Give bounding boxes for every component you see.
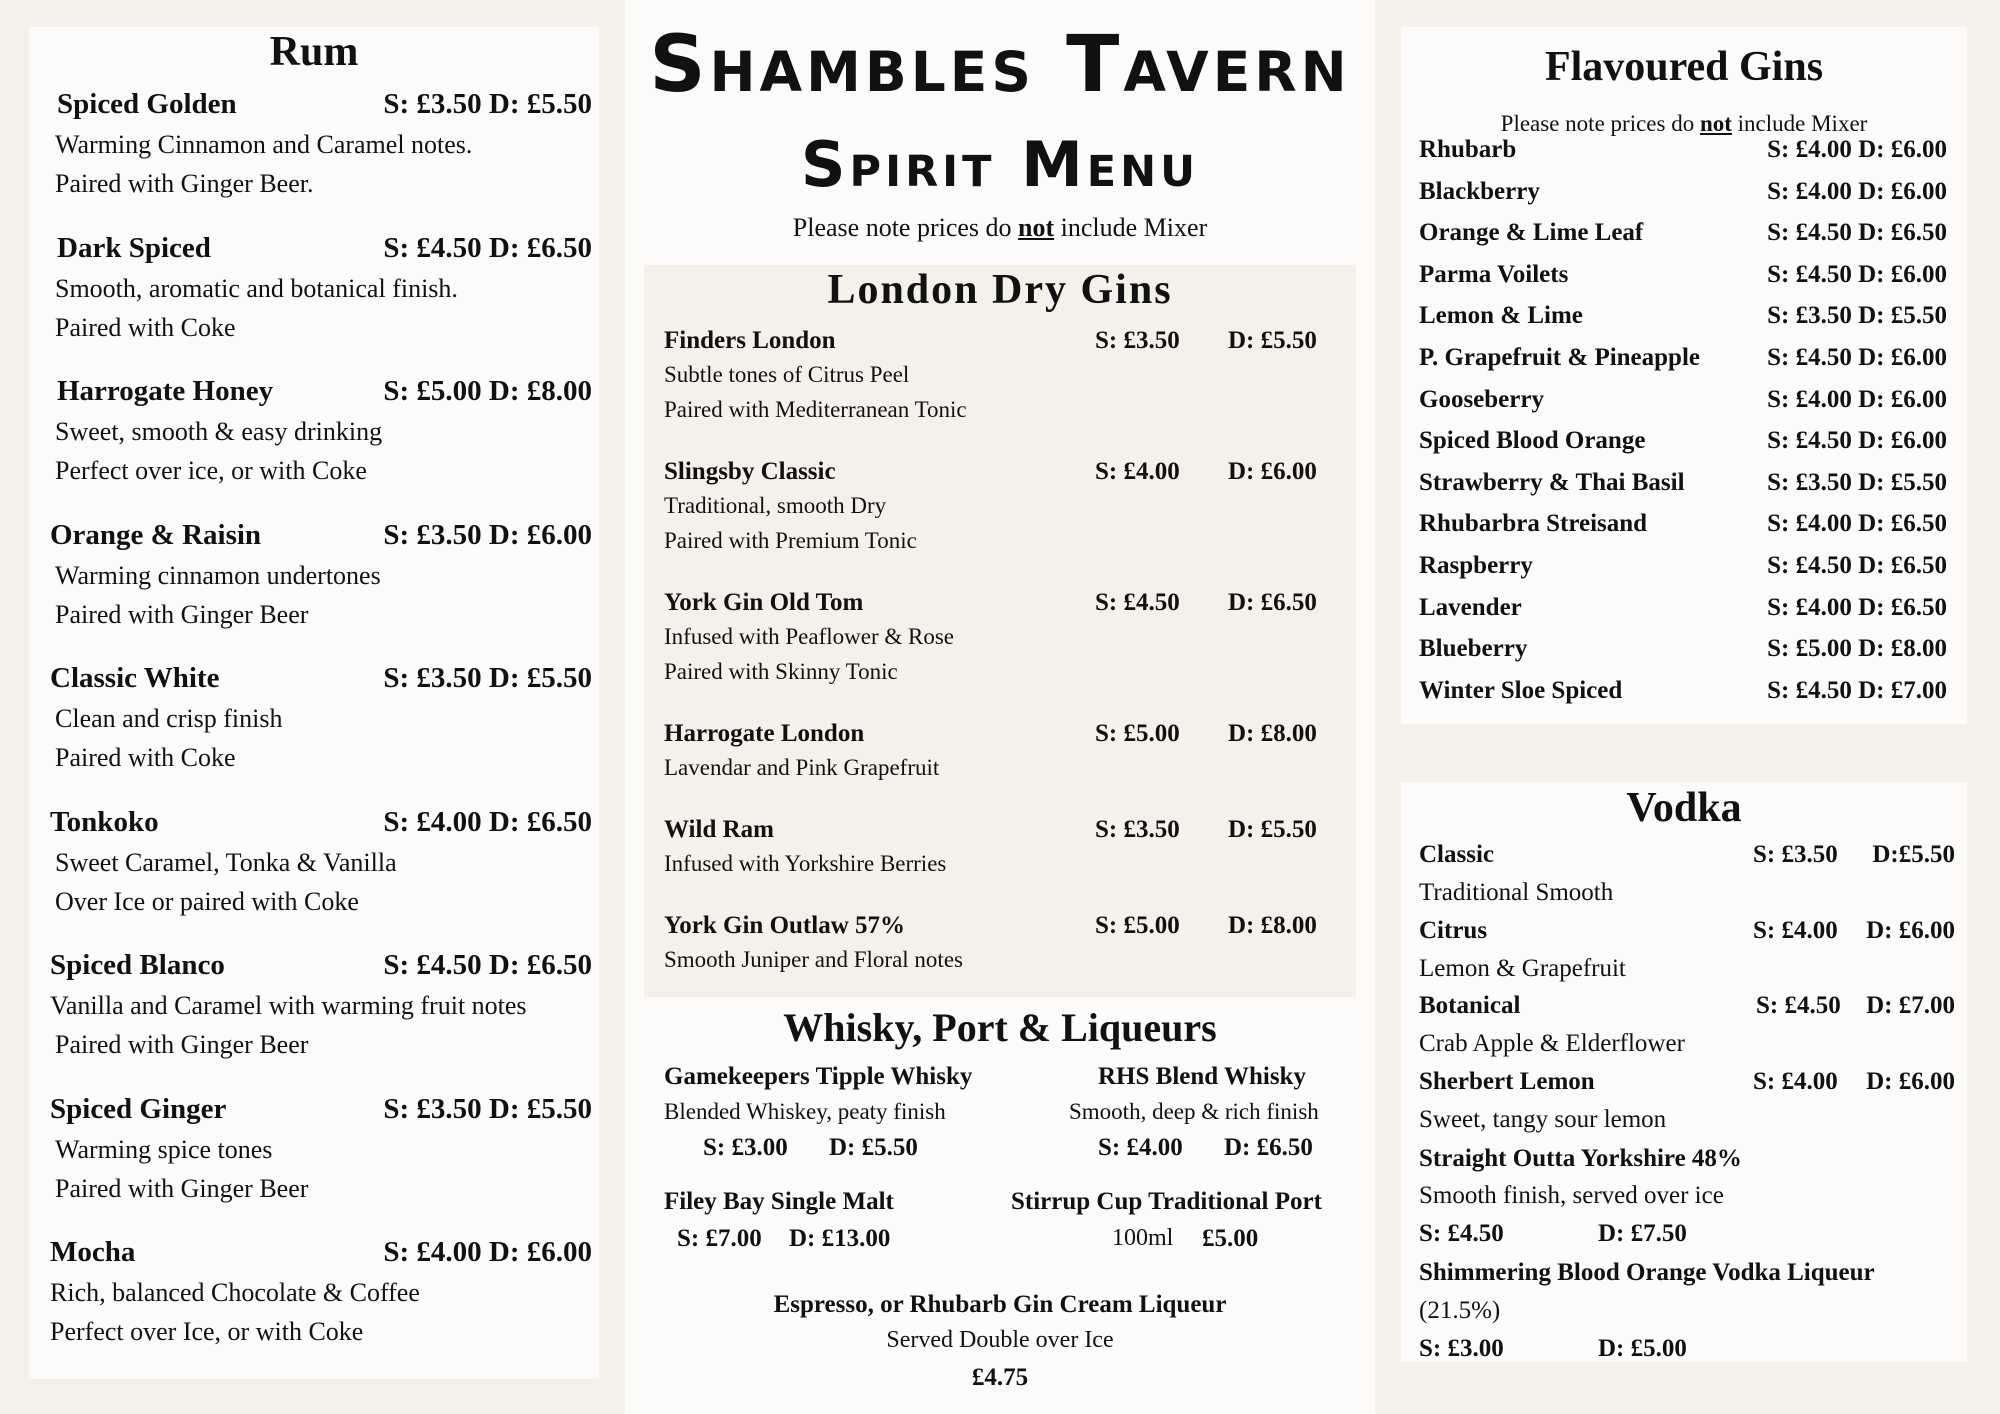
flavoured-gin-price: S: £4.50 D: £6.00 [1767,260,1947,288]
gamekeepers-name: Gamekeepers Tipple Whisky [664,1063,973,1090]
gin-item-desc: Smooth Juniper and Floral notes [664,947,963,972]
straight-outta-single: S: £4.50 [1419,1220,1504,1247]
rum-item-desc: Paired with Coke [55,312,236,342]
rhs-desc: Smooth, deep & rich finish [1069,1099,1319,1124]
rum-heading: Rum [269,29,359,75]
vodka-item-single: S: £4.00 [1753,1067,1838,1095]
flavoured-gin-name: Blueberry [1419,635,1528,663]
rum-item-price: S: £3.50 D: £5.50 [383,662,592,694]
mixer-note-text: Please note prices do [1500,111,1700,136]
flavoured-gin-name: Orange & Lime Leaf [1419,219,1644,247]
page-subtitle: Spirit Menu [800,128,1200,201]
mixer-note-emphasis: not [1699,111,1732,136]
rum-item-name: Orange & Raisin [50,518,262,551]
flavoured-gin-price: S: £4.50 D: £7.00 [1767,676,1947,704]
rum-item-price: S: £4.50 D: £6.50 [383,231,592,264]
gin-item-name: York Gin Old Tom [664,589,864,616]
flavoured-gin-name: Rhubarb [1419,136,1517,163]
flavoured-gin-name: Gooseberry [1419,385,1544,413]
rum-item-name: Classic White [50,662,220,694]
cream-liqueur-price: £4.75 [971,1364,1029,1391]
rum-item-desc: Paired with Ginger Beer. [55,169,314,198]
rum-item-price: S: £4.00 D: £6.50 [383,805,592,838]
gin-item-name: Finders London [664,327,836,354]
gin-item-desc: Lavendar and Pink Grapefruit [664,755,940,780]
gin-item-desc: Traditional, smooth Dry [664,493,887,518]
rum-item-desc: Sweet Caramel, Tonka & Vanilla [55,847,397,877]
flavoured-gin-name: Lemon & Lime [1419,302,1583,330]
gin-item-single: S: £3.50 [1095,327,1180,354]
shimmering-single: S: £3.00 [1419,1335,1504,1362]
flavoured-gin-price: S: £4.00 D: £6.50 [1767,593,1947,621]
gin-item-single: S: £3.50 [1095,816,1180,843]
gin-item-double: D: £6.00 [1228,458,1317,485]
cream-liqueur-desc: Served Double over Ice [886,1327,1114,1353]
straight-outta-double: D: £7.50 [1598,1220,1687,1247]
gamekeepers-desc: Blended Whiskey, peaty finish [664,1099,946,1124]
vodka-item-single: S: £3.50 [1753,841,1838,868]
flavoured-gin-name: Blackberry [1419,177,1540,205]
flavoured-mixer-note [1401,111,1967,137]
gin-item-single: S: £4.50 [1095,589,1180,616]
gin-item-desc: Subtle tones of Citrus Peel [664,362,910,387]
flavoured-gin-name: Parma Voilets [1419,260,1569,288]
flavoured-gin-price: S: £4.00 D: £6.50 [1767,510,1947,538]
gin-item-single: S: £4.00 [1095,458,1180,485]
rum-item-desc: Vanilla and Caramel with warming fruit notes [50,991,527,1020]
flavoured-gin-price: S: £4.00 D: £6.00 [1767,136,1947,163]
rum-item-desc: Perfect over Ice, or with Coke [50,1317,364,1346]
flavoured-gins-heading: Flavoured Gins [1544,44,1824,90]
mixer-note-text: include Mixer [1054,213,1208,242]
gin-item-name: Slingsby Classic [664,458,836,485]
vodka-item-name: Citrus [1419,916,1488,944]
gin-item-double: D: £8.00 [1228,720,1317,747]
gin-item-single: S: £5.00 [1095,720,1180,747]
vodka-item-single: S: £4.00 [1753,916,1838,944]
mixer-note-text: Please note prices do [792,213,1019,242]
flavoured-gin-name: Strawberry & Thai Basil [1419,468,1685,496]
rum-item-price: S: £3.50 D: £6.00 [383,518,592,551]
vodka-item-name: Sherbert Lemon [1419,1067,1595,1095]
rum-item-desc: Perfect over ice, or with Coke [55,456,367,485]
vodka-item-double: D: £6.00 [1866,1067,1955,1095]
vodka-item-double: D:£5.50 [1872,841,1955,868]
vodka-item-desc: Sweet, tangy sour lemon [1419,1105,1667,1133]
gin-item-desc: Paired with Mediterranean Tonic [664,397,967,422]
vodka-heading: Vodka [1626,785,1742,831]
vodka-item-single: S: £4.50 [1756,992,1841,1019]
vodka-item-double: D: £7.00 [1866,992,1955,1019]
rum-item-desc: Warming cinnamon undertones [55,560,381,590]
flavoured-gin-name: P. Grapefruit & Pineapple [1419,344,1701,371]
rum-item-desc: Paired with Ginger Beer [55,599,309,629]
vodka-item-desc: Crab Apple & Elderflower [1419,1030,1685,1057]
rum-item-desc: Warming Cinnamon and Caramel notes. [55,130,473,159]
rum-item-price: S: £4.00 D: £6.00 [383,1236,592,1268]
gin-item-double: D: £5.50 [1228,816,1317,843]
flavoured-gin-name: Rhubarbra Streisand [1419,510,1648,538]
flavoured-gin-price: S: £3.50 D: £5.50 [1767,468,1947,496]
rum-item-desc: Paired with Ginger Beer [55,1173,309,1203]
gin-item-double: D: £8.00 [1228,912,1317,939]
rum-item-desc: Paired with Ginger Beer [55,1030,309,1059]
rum-item-name: Spiced Golden [57,88,237,120]
rhs-single: S: £4.00 [1098,1134,1183,1161]
vodka-item-name: Classic [1419,841,1494,868]
rum-item-name: Spiced Blanco [50,949,225,981]
gin-item-desc: Infused with Peaflower & Rose [664,624,954,649]
stirrup-price: £5.00 [1202,1225,1259,1252]
rum-item-price: S: £4.50 D: £6.50 [383,949,592,981]
gamekeepers-single: S: £3.00 [703,1134,788,1161]
rum-item-desc: Smooth, aromatic and botanical finish. [55,273,458,303]
flavoured-gin-price: S: £3.50 D: £5.50 [1767,302,1947,330]
straight-outta-desc: Smooth finish, served over ice [1419,1182,1724,1209]
rum-item-name: Spiced Ginger [50,1092,227,1125]
flavoured-gin-name: Spiced Blood Orange [1419,427,1646,455]
vodka-item-double: D: £6.00 [1866,916,1955,944]
flavoured-gin-price: S: £4.50 D: £6.50 [1767,219,1947,247]
rum-item-desc: Over Ice or paired with Coke [55,886,359,916]
stirrup-name: Stirrup Cup Traditional Port [1011,1188,1322,1215]
shimmering-name: Shimmering Blood Orange Vodka Liqueur [1419,1259,1875,1286]
gin-item-name: Wild Ram [664,816,774,843]
mixer-note-text: include Mixer [1731,111,1868,136]
london-dry-heading: London Dry Gins [827,267,1173,313]
flavoured-gin-price: S: £4.50 D: £6.00 [1767,344,1947,371]
vodka-item-desc: Traditional Smooth [1419,879,1614,906]
rum-item-desc: Clean and crisp finish [55,704,283,733]
cream-liqueur-name: Espresso, or Rhubarb Gin Cream Liqueur [773,1291,1227,1318]
filey-double: D: £13.00 [789,1225,891,1252]
flavoured-gin-price: S: £5.00 D: £8.00 [1767,635,1947,663]
gin-item-name: York Gin Outlaw 57% [664,912,906,939]
vodka-item-desc: Lemon & Grapefruit [1419,954,1626,982]
rum-item-price: S: £5.00 D: £8.00 [383,375,592,407]
straight-outta-name: Straight Outta Yorkshire 48% [1419,1145,1742,1172]
rum-item-name: Harrogate Honey [57,375,274,407]
vodka-item-name: Botanical [1419,992,1521,1019]
flavoured-gin-name: Raspberry [1419,552,1533,579]
rhs-name: RHS Blend Whisky [1098,1063,1306,1090]
gin-item-double: D: £6.50 [1228,589,1317,616]
whisky-heading: Whisky, Port & Liqueurs [783,1005,1217,1050]
gin-item-desc: Paired with Premium Tonic [664,528,917,553]
mixer-note [625,213,1375,243]
rhs-double: D: £6.50 [1224,1134,1313,1161]
filey-single: S: £7.00 [677,1225,762,1252]
rum-item-desc: Rich, balanced Chocolate & Coffee [50,1278,420,1307]
rum-item-desc: Warming spice tones [55,1134,273,1164]
rum-item-price: S: £3.50 D: £5.50 [383,1092,592,1125]
flavoured-gin-price: S: £4.50 D: £6.00 [1767,427,1947,455]
shimmering-double: D: £5.00 [1598,1335,1687,1362]
flavoured-gin-price: S: £4.00 D: £6.00 [1767,177,1947,205]
rum-item-name: Tonkoko [50,805,159,838]
filey-name: Filey Bay Single Malt [664,1188,894,1215]
rum-item-desc: Paired with Coke [55,743,236,772]
gin-item-double: D: £5.50 [1228,327,1317,354]
flavoured-gin-price: S: £4.50 D: £6.50 [1767,552,1947,579]
gin-item-desc: Infused with Yorkshire Berries [664,851,947,876]
gin-item-name: Harrogate London [664,720,865,747]
flavoured-gin-price: S: £4.00 D: £6.00 [1767,385,1947,413]
gamekeepers-double: D: £5.50 [829,1134,918,1161]
gin-item-desc: Paired with Skinny Tonic [664,659,898,684]
rum-item-name: Dark Spiced [57,231,211,264]
flavoured-gin-name: Lavender [1419,593,1522,621]
rum-item-name: Mocha [50,1236,136,1268]
flavoured-gin-name: Winter Sloe Spiced [1419,676,1623,704]
shimmering-abv: (21.5%) [1419,1297,1501,1324]
rum-item-desc: Sweet, smooth & easy drinking [55,417,383,446]
mixer-note-emphasis: not [1018,213,1055,242]
stirrup-size: 100ml [1112,1225,1174,1251]
gin-item-single: S: £5.00 [1095,912,1180,939]
page-title: Shambles Tavern [649,20,1351,110]
rum-item-price: S: £3.50 D: £5.50 [383,88,592,120]
